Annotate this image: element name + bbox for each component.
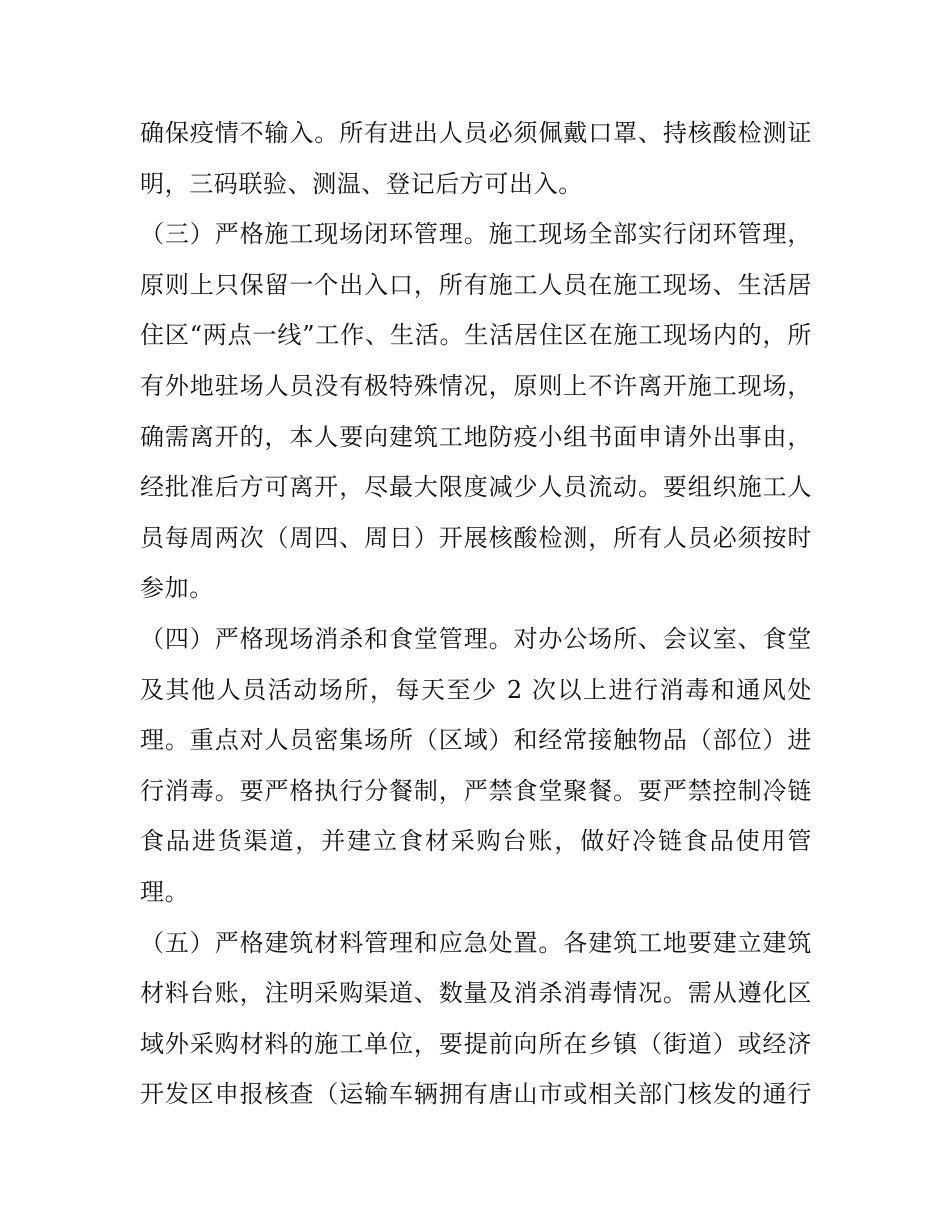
text-line: 域外采购材料的施工单位，要提前向所在乡镇（街道）或经济 [140,1029,812,1058]
text-line: （三）严格施工现场闭环管理。施工现场全部实行闭环管理， [140,220,812,249]
text-line: 行消毒。要严格执行分餐制，严禁食堂聚餐。要严禁控制冷链 [140,776,812,805]
text-line: 材料台账，注明采购渠道、数量及消杀消毒情况。需从遵化区 [140,979,812,1008]
text-line: 理。 [140,877,190,906]
text-line: 理。重点对人员密集场所（区域）和经常接触物品（部位）进 [140,726,812,755]
text-line: 原则上只保留一个出入口，所有施工人员在施工现场、生活居 [140,270,812,299]
text-line: 住区“两点一线”工作、生活。生活居住区在施工现场内的，所 [140,321,812,350]
text-line: 有外地驻场人员没有极特殊情况，原则上不许离开施工现场， [140,371,812,400]
text-line: 确保疫情不输入。所有进出人员必须佩戴口罩、持核酸检测证 [140,119,812,147]
text-line: （四）严格现场消杀和食堂管理。对办公场所、会议室、食堂 [140,624,812,653]
text-line: （五）严格建筑材料管理和应急处置。各建筑工地要建立建筑 [140,928,812,957]
text-line: 经批准后方可离开，尽最大限度减少人员流动。要组织施工人 [140,473,812,502]
text-line: 食品进货渠道，并建立食材采购台账，做好冷链食品使用管 [140,827,812,856]
text-line: 员每周两次（周四、周日）开展核酸检测，所有人员必须按时 [140,523,812,552]
text-line: 参加。 [140,574,214,603]
text-line: 明，三码联验、测温、登记后方可出入。 [140,169,583,198]
text-line: 及其他人员活动场所，每天至少 2 次以上进行消毒和通风处 [140,675,812,704]
text-line: 确需离开的，本人要向建筑工地防疫小组书面申请外出事由， [140,422,812,451]
text-line: 开发区申报核查（运输车辆拥有唐山市或相关部门核发的通行 [140,1080,812,1109]
document-body [140,108,812,1120]
